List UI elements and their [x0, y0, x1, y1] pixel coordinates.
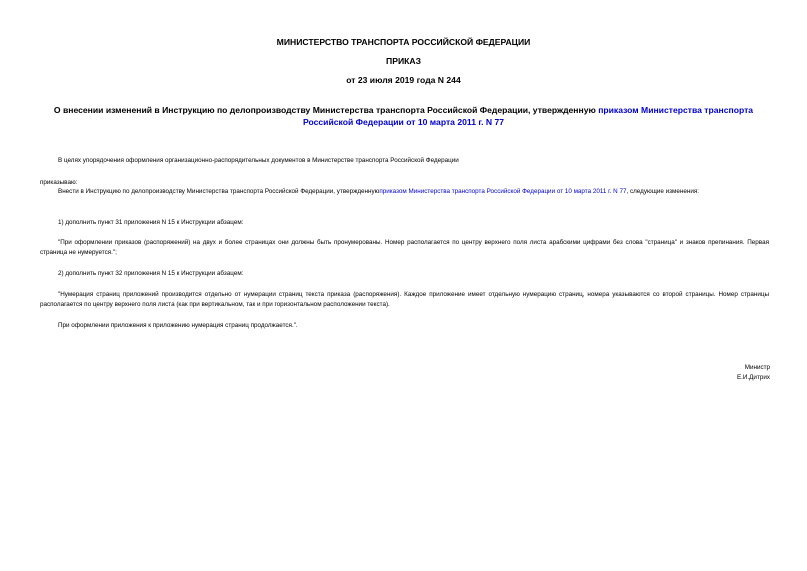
quote-2-end: При оформлении приложения к приложению нумерация страниц продолжается.".: [58, 322, 298, 329]
order-word: приказываю:: [40, 179, 78, 186]
ministry-heading: МИНИСТЕРСТВО ТРАНСПОРТА РОССИЙСКОЙ ФЕДЕРАЦИИ: [276, 37, 531, 47]
amendment-tail: , следующие изменения:: [626, 188, 700, 195]
title-text: О внесении изменений в Инструкцию по делопроизводству Министерства транспорта Российской Федерации, утвержденную: [53, 105, 599, 115]
quote-2: "Нумерация страниц приложений производится отдельно от нумерации страниц текста приказа (распоряжения). Каждое приложение имеет отдельную нумерацию страниц, номера указываются со второй страницы. Номер страницы располагается по центру верхнего поля листа (как при вертикальном, так и при горизонтальном расположении текста).: [40, 291, 769, 309]
document-title: [40, 105, 767, 128]
document-type: ПРИКАЗ: [386, 56, 421, 66]
amendment-order-link[interactable]: приказом Министерства транспорта Российской Федерации от 10 марта 2011 г. N 77: [379, 188, 627, 195]
amendment-paragraph: [40, 187, 769, 197]
item-2: 2) дополнить пункт 32 приложения N 15 к Инструкции абзацем:: [58, 270, 244, 277]
intro-paragraph: В целях упорядочения оформления организационно-распорядительных документов в Министерстве транспорта Российской Федерации: [58, 157, 459, 164]
quote-1: "При оформлении приказов (распоряжений) на двух и более страницах они должны быть пронумерованы. Номер располагается по центру верхнего поля листа арабскими цифрами без слова "страница" и знаков препинания. Первая страница не нумеруется.";: [40, 239, 769, 257]
item-1: 1) дополнить пункт 31 приложения N 15 к Инструкции абзацем:: [58, 219, 244, 226]
title-order-link[interactable]: приказом Министерства транспорта Российской Федерации от 10 марта 2011 г. N 77: [302, 105, 754, 127]
signature-name: Е.И.Дитрих: [736, 374, 770, 381]
amendment-text: Внести в Инструкцию по делопроизводству Министерства транспорта Российской Федерации, утвержденную: [58, 188, 380, 195]
signature-position: Министр: [744, 364, 770, 371]
document-date-number: от 23 июля 2019 года N 244: [346, 75, 461, 85]
